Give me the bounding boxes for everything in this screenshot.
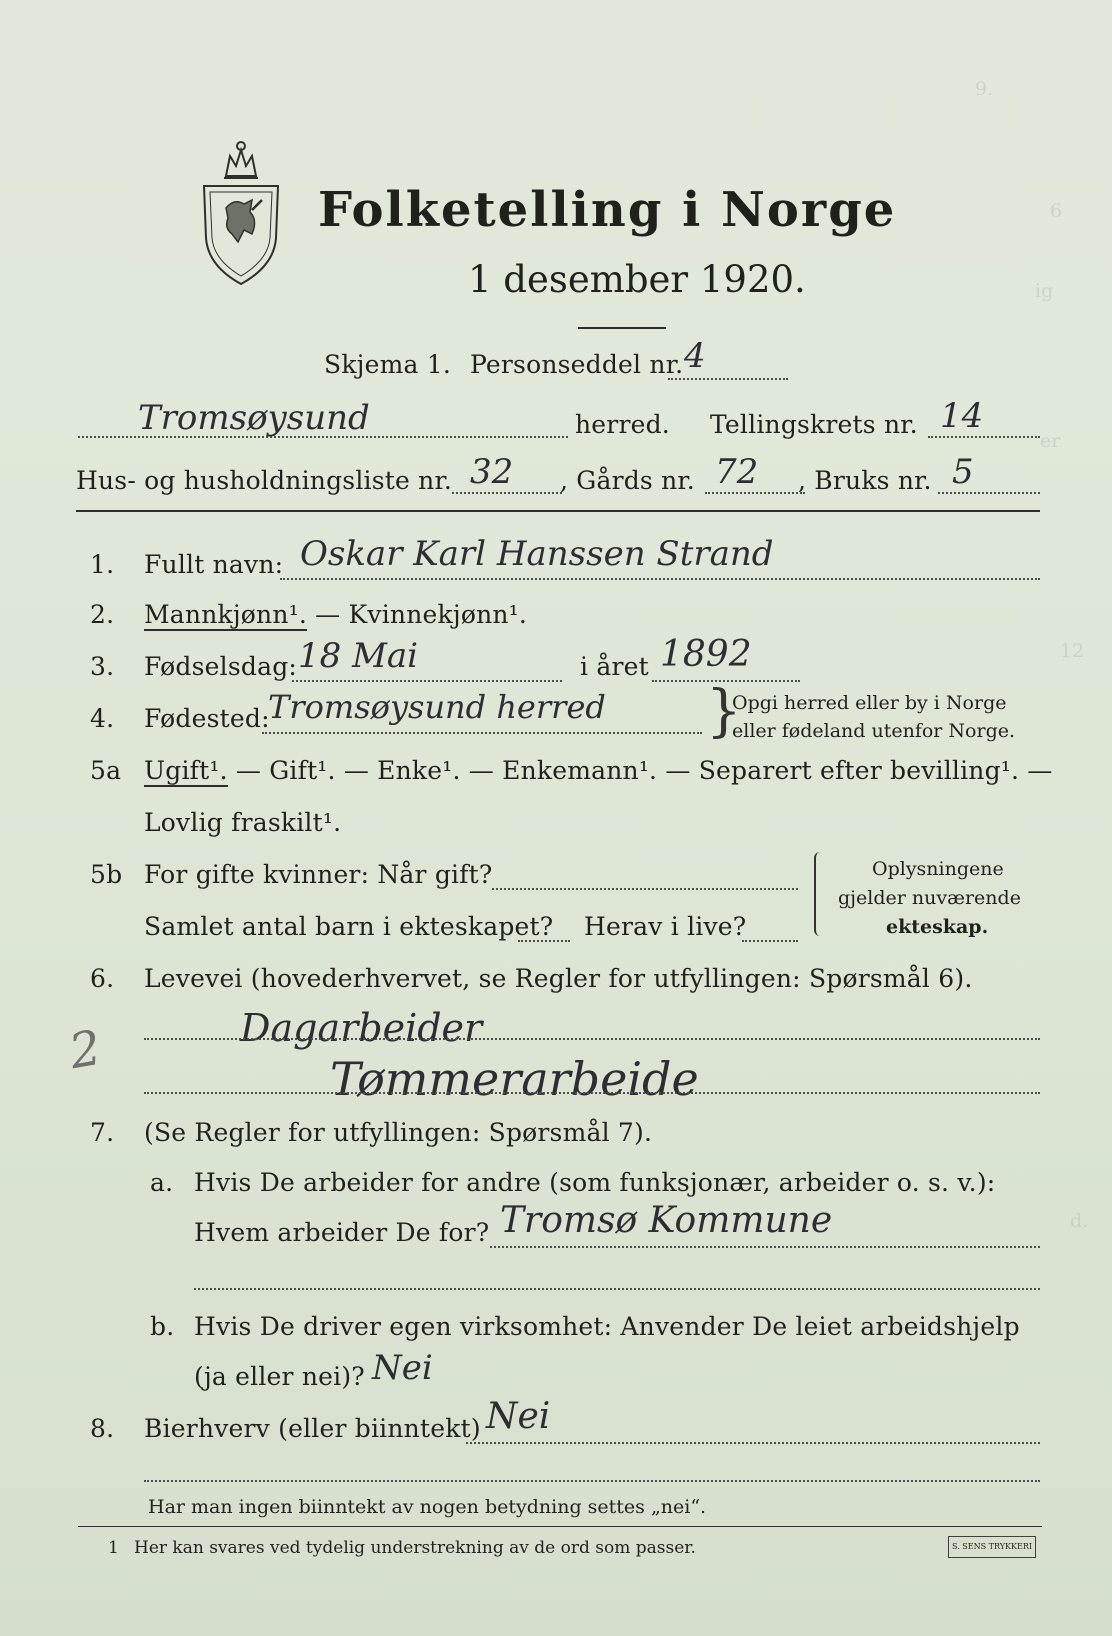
q7b-label: (ja eller nei)? (194, 1362, 365, 1391)
q5a-other-options: — Gift¹. — Enke¹. — Enkemann¹. — Separert efter bevilling¹. — (227, 756, 1053, 785)
printer-stamp: S. SENS TRYKKERI (948, 1536, 1036, 1558)
q7a-employer-label: Hvem arbeider De for? (194, 1218, 490, 1247)
q6-occupation-line1-value: Dagarbeider (240, 1006, 483, 1050)
bruks-label: , Bruks nr. (798, 466, 932, 495)
bleed-through-text: 6 (1050, 200, 1063, 222)
q7a-employer-value: Tromsø Kommune (500, 1200, 833, 1241)
bruks-value: 5 (952, 452, 974, 492)
q5b-note-line2: gjelder nuværende (838, 887, 1021, 909)
q2-options (144, 600, 527, 629)
q7-number: 7. (90, 1118, 115, 1147)
personseddel-line (668, 378, 788, 380)
q4-note-line2: eller fødeland utenfor Norge. (732, 720, 1016, 742)
q1-label: Fullt navn: (144, 550, 284, 579)
herred-label: herred. (575, 410, 670, 439)
bruks-line (938, 492, 1040, 494)
header-divider (76, 510, 1040, 512)
skjema-label: Skjema 1. (324, 350, 452, 379)
tellingskrets-line (928, 436, 1040, 438)
q7a-extra-line (194, 1288, 1040, 1290)
q5b-number: 5b (90, 860, 123, 889)
q3-label: Fødselsdag: (144, 652, 298, 681)
q5b-alive-line (742, 940, 798, 942)
q5b-children-line (518, 940, 570, 942)
q7a-question: Hvis De arbeider for andre (som funksjonær, arbeider o. s. v.): (194, 1168, 996, 1197)
q2-male-option: Mannkjønn¹. (144, 600, 308, 629)
bleed-through-text: d. (1070, 1210, 1089, 1232)
q3-number: 3. (90, 652, 115, 681)
q6-line2 (144, 1092, 1040, 1094)
footnote-text: Her kan svares ved tydelig understrekning av de ord som passer. (134, 1538, 696, 1558)
q7b-letter: b. (150, 1312, 175, 1341)
personseddel-label: Personseddel nr. (470, 350, 684, 379)
q4-note-line1: Opgi herred eller by i Norge (732, 692, 1007, 714)
q4-label: Fødested: (144, 704, 270, 733)
hus-label: Hus- og husholdningsliste nr. (76, 466, 453, 495)
q4-line (262, 732, 702, 734)
personseddel-value: 4 (684, 336, 706, 376)
norwegian-coat-of-arms-icon (196, 138, 286, 288)
footnote-number: 1 (108, 1538, 119, 1558)
q8-extra-line (144, 1480, 1040, 1482)
q5a-lovlig-fraskilt: Lovlig fraskilt¹. (144, 808, 342, 837)
q6-margin-mark: 2 (65, 1019, 106, 1081)
q5a-ugift-option: Ugift¹. (144, 756, 228, 785)
q6-number: 6. (90, 964, 115, 993)
gards-value: 72 (715, 452, 759, 492)
q7b-value: Nei (372, 1348, 433, 1388)
q2-separator: — (307, 600, 349, 629)
form-title: Folketelling i Norge (318, 182, 897, 238)
q7-label: (Se Regler for utfyllingen: Spørsmål 7). (144, 1118, 653, 1147)
bleed-through-text: ig (1035, 280, 1054, 302)
q5b-note-line3: ekteskap. (886, 916, 989, 938)
q1-full-name-value: Oskar Karl Hanssen Strand (300, 534, 774, 574)
q7b-question: Hvis De driver egen virksomhet: Anvender De leiet arbeidshjelp (194, 1312, 1020, 1341)
q7a-employer-line (490, 1246, 1040, 1248)
q8-label: Bierhverv (eller biinntekt) (144, 1414, 481, 1443)
q3-year-label: i året (580, 652, 649, 681)
bleed-through-text: 12 (1060, 640, 1085, 662)
q5b-when-married-line (492, 888, 798, 890)
q5b-alive-label: Herav i live? (584, 912, 747, 941)
q5b-children-label: Samlet antal barn i ekteskapet? (144, 912, 554, 941)
q5a-options (144, 756, 1053, 785)
q2-number: 2. (90, 600, 115, 629)
q2-female-option: Kvinnekjønn¹. (348, 600, 528, 629)
q1-number: 1. (90, 550, 115, 579)
herred-value: Tromsøysund (138, 398, 370, 438)
hus-line (452, 492, 562, 494)
q8-number: 8. (90, 1414, 115, 1443)
bleed-through-text: 9. (975, 78, 994, 100)
gards-line (705, 492, 805, 494)
q3-day-value: 18 Mai (298, 636, 419, 676)
q4-brace: } (706, 679, 742, 744)
title-divider (578, 327, 666, 329)
tellingskrets-value: 14 (940, 396, 984, 436)
q6-label: Levevei (hovederhvervet, se Regler for utfyllingen: Spørsmål 6). (144, 964, 973, 993)
q3-day-line (292, 680, 562, 682)
gards-label: , Gårds nr. (560, 466, 695, 495)
q6-occupation-line2-value: Tømmerarbeide (330, 1052, 699, 1106)
q4-number: 4. (90, 704, 115, 733)
q4-birthplace-value: Tromsøysund herred (268, 688, 606, 726)
q8-value: Nei (486, 1396, 551, 1437)
bleed-through-text: er (1040, 430, 1061, 452)
q1-line (280, 578, 1040, 580)
q3-year-value: 1892 (660, 634, 752, 675)
footer-note: Har man ingen biinntekt av nogen betydning settes „nei“. (148, 1496, 707, 1518)
q8-line (466, 1442, 1040, 1444)
q6-line1 (144, 1038, 1040, 1040)
footnote-divider (78, 1526, 1042, 1527)
census-date: 1 desember 1920. (468, 258, 806, 301)
tellingskrets-label: Tellingskrets nr. (710, 410, 918, 439)
q7a-letter: a. (150, 1168, 174, 1197)
q5a-number: 5a (90, 756, 122, 785)
q5b-bracket (814, 852, 820, 936)
q5b-note-line1: Oplysningene (872, 858, 1004, 880)
hus-value: 32 (470, 452, 514, 492)
q5b-when-married-label: For gifte kvinner: Når gift? (144, 860, 493, 889)
